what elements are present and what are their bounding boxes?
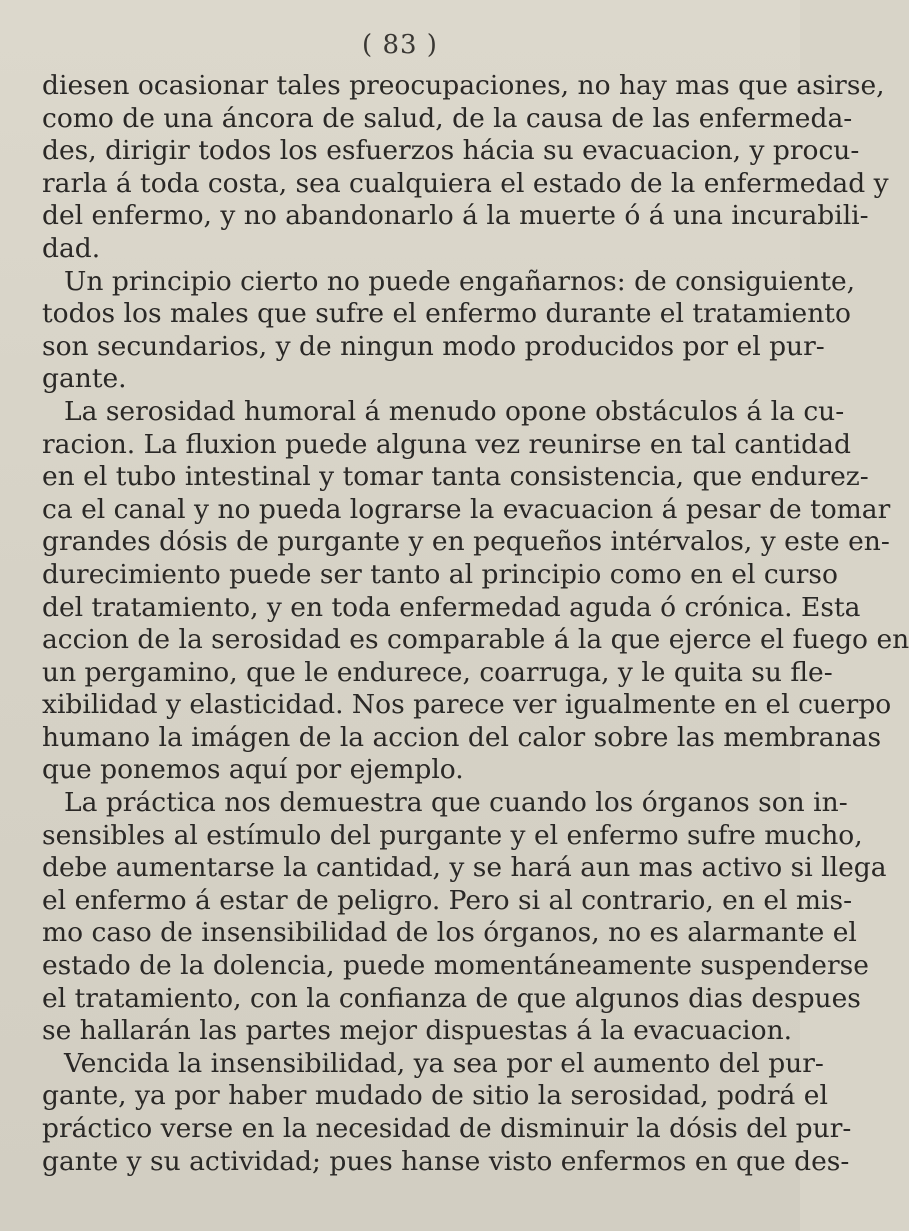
text-line: humano la imágen de la accion del calor sobre las membranas xyxy=(42,721,882,753)
text-line: en el tubo intestinal y tomar tanta consistencia, que endurez- xyxy=(42,461,869,493)
text-line: accion de la serosidad es comparable á la que ejerce el fuego en xyxy=(42,624,909,656)
text-line: gante y su actividad; pues hanse visto enfermos en que des- xyxy=(42,1145,850,1177)
text-line: gante. xyxy=(42,363,127,395)
text-line: debe aumentarse la cantidad, y se hará aun mas activo si llega xyxy=(42,852,887,884)
text-line: des, dirigir todos los esfuerzos hácia su evacuacion, y procu- xyxy=(42,135,860,167)
text-line: del enfermo, y no abandonarlo á la muerte ó á una incurabili- xyxy=(42,200,869,232)
page-number: ( 83 ) xyxy=(362,30,438,60)
text-line: son secundarios, y de ningun modo producidos por el pur- xyxy=(42,330,825,362)
text-line: todos los males que sufre el enfermo durante el tratamiento xyxy=(42,298,851,330)
text-line: durecimiento puede ser tanto al principio como en el curso xyxy=(42,558,838,590)
text-line: un pergamino, que le endurece, coarruga, y le quita su fle- xyxy=(42,656,833,688)
text-line: diesen ocasionar tales preocupaciones, no hay mas que asirse, xyxy=(42,70,885,101)
text-line: dad. xyxy=(42,232,101,264)
text-line: rarla á toda costa, sea cualquiera el estado de la enfermedad y xyxy=(42,167,889,199)
text-line: La serosidad humoral á menudo opone obstáculos á la cu- xyxy=(64,395,845,427)
text-line: como de una áncora de salud, de la causa de las enfermeda- xyxy=(42,102,853,134)
body-text xyxy=(42,70,909,1178)
text-line: xibilidad y elasticidad. Nos parece ver igualmente en el cuerpo xyxy=(42,689,892,721)
text-line: racion. La fluxion puede alguna vez reunirse en tal cantidad xyxy=(42,428,851,460)
text-line: mo caso de insensibilidad de los órganos, no es alarmante el xyxy=(42,917,857,949)
text-line: gante, ya por haber mudado de sitio la serosidad, podrá el xyxy=(42,1080,828,1112)
text-line: del tratamiento, y en toda enfermedad aguda ó crónica. Esta xyxy=(42,591,861,623)
text-line: estado de la dolencia, puede momentáneamente suspenderse xyxy=(42,950,869,982)
text-line: práctico verse en la necesidad de disminuir la dósis del pur- xyxy=(42,1113,852,1144)
text-line: se hallarán las partes mejor dispuestas á la evacuacion. xyxy=(42,1015,793,1047)
text-line: que ponemos aquí por ejemplo. xyxy=(42,754,464,786)
text-line: La práctica nos demuestra que cuando los órganos son in- xyxy=(64,787,848,819)
text-line: Vencida la insensibilidad, ya sea por el aumento del pur- xyxy=(64,1047,824,1079)
text-line: sensibles al estímulo del purgante y el enfermo sufre mucho, xyxy=(42,819,863,851)
text-line: el enfermo á estar de peligro. Pero si al contrario, en el mis- xyxy=(42,884,853,916)
text-line: ca el canal y no pueda lograrse la evacuacion á pesar de tomar xyxy=(42,493,891,525)
text-line: Un principio cierto no puede engañarnos: de consiguiente, xyxy=(64,265,856,297)
text-line: el tratamiento, con la confianza de que algunos dias despues xyxy=(42,982,861,1014)
text-line: grandes dósis de purgante y en pequeños intérvalos, y este en- xyxy=(42,526,890,558)
